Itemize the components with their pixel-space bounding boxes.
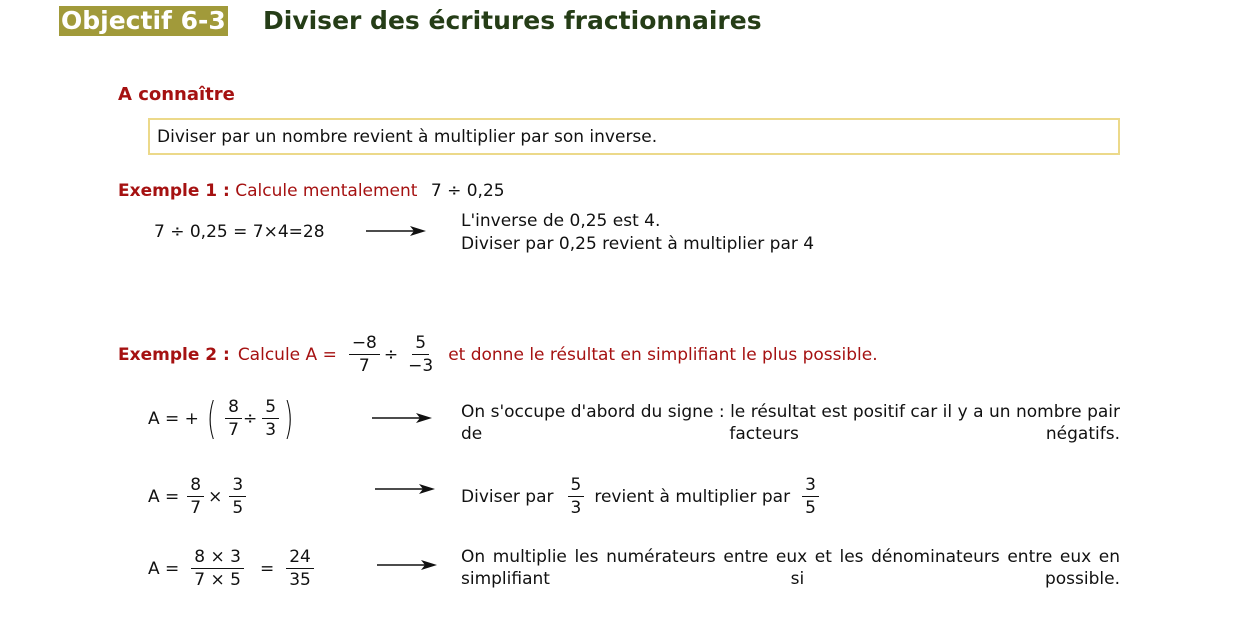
step2-expression	[148, 474, 250, 519]
example1-explanation	[461, 210, 814, 256]
step2-operator: ×	[208, 486, 223, 507]
example1-prompt: Calcule mentalement	[235, 181, 418, 201]
example2-prompt: Calcule A =	[237, 344, 337, 365]
page-title: Diviser des écritures fractionnaires	[263, 6, 762, 35]
section-title: A connaître	[118, 84, 235, 105]
step1-fraction2-numerator: 5	[262, 396, 279, 419]
step2-fraction1-numerator: 8	[187, 474, 204, 497]
arrow-icon	[377, 557, 439, 573]
example1-label: Exemple 1 :	[118, 181, 230, 201]
example2-fraction1	[349, 332, 380, 377]
step1-operator: ÷	[242, 408, 258, 429]
example1-heading	[118, 181, 505, 201]
example1-expression: 7 ÷ 0,25	[430, 181, 505, 201]
step1-explanation: On s'occupe d'abord du signe : le résultat est positif car il y a un nombre pair de facteurs négatifs.	[461, 402, 1120, 444]
step3-fraction2-numerator: 24	[286, 546, 314, 569]
step3-fraction1-denominator: 7 × 5	[194, 570, 241, 590]
step2-explanation	[461, 474, 827, 519]
objective-badge: Objectif 6-3	[61, 6, 226, 35]
step1-fraction1-numerator: 8	[225, 396, 242, 419]
step2-explanation-fraction2-numerator: 3	[802, 474, 819, 497]
step3-fraction2-denominator: 35	[289, 570, 311, 590]
example2-prompt-end: et donne le résultat en simplifiant le plus possible.	[448, 344, 878, 365]
example2-fraction2-denominator: −3	[408, 356, 434, 376]
step3-fraction1-numerator: 8 × 3	[191, 546, 244, 569]
example1-explanation-line2: Diviser par 0,25 revient à multiplier par 4	[461, 234, 815, 254]
step1-fraction2	[262, 396, 279, 441]
example1-computation: 7 ÷ 0,25 = 7×4=28	[154, 222, 325, 242]
example2-fraction1-numerator: −8	[349, 332, 380, 355]
example2-fraction2-numerator: 5	[412, 332, 429, 355]
step1-lhs: A = +	[148, 408, 199, 429]
arrow-icon	[372, 410, 434, 426]
step1-expression	[148, 392, 301, 444]
example2-fraction2	[405, 332, 436, 377]
step3-lhs: A =	[148, 558, 180, 579]
step2-explanation-fraction2-denominator: 5	[805, 498, 816, 518]
step2-explanation-fraction2	[802, 474, 819, 519]
example2-divide-sign: ÷	[383, 344, 399, 365]
step2-fraction1-denominator: 7	[190, 498, 202, 518]
step2-fraction2	[229, 474, 246, 519]
example2-fraction1-denominator: 7	[358, 356, 370, 376]
step1-fraction1	[225, 396, 242, 441]
step3-explanation: On multiplie les numérateurs entre eux et les dénominateurs entre eux en simplifiant si possible.	[461, 547, 1120, 589]
step2-fraction2-denominator: 5	[232, 498, 244, 518]
step2-explanation-fraction1	[568, 474, 585, 519]
example1-explanation-line1: L'inverse de 0,25 est 4.	[461, 211, 661, 231]
example2-heading	[118, 332, 882, 377]
step1-fraction2-denominator: 3	[265, 420, 277, 440]
right-paren-icon: )	[283, 392, 294, 444]
left-paren-icon: (	[206, 392, 217, 444]
step2-lhs: A =	[148, 486, 180, 507]
step2-explanation-fraction1-denominator: 3	[570, 498, 582, 518]
example2-label: Exemple 2 :	[118, 344, 230, 365]
arrow-icon	[375, 481, 437, 497]
step1-fraction1-denominator: 7	[228, 420, 239, 440]
step2-fraction1	[187, 474, 204, 519]
step2-explanation-a: Diviser par	[461, 486, 554, 507]
step3-fraction1	[191, 546, 244, 591]
step2-explanation-fraction1-numerator: 5	[568, 474, 585, 497]
step2-fraction2-numerator: 3	[229, 474, 246, 497]
step2-explanation-b: revient à multiplier par	[594, 486, 791, 507]
rule-text: Diviser par un nombre revient à multiplier par son inverse.	[157, 127, 658, 147]
step3-fraction2	[286, 546, 314, 591]
rule-box	[148, 118, 1120, 155]
step3-expression	[148, 546, 318, 591]
arrow-icon	[366, 223, 428, 239]
step3-equals: =	[259, 558, 275, 579]
